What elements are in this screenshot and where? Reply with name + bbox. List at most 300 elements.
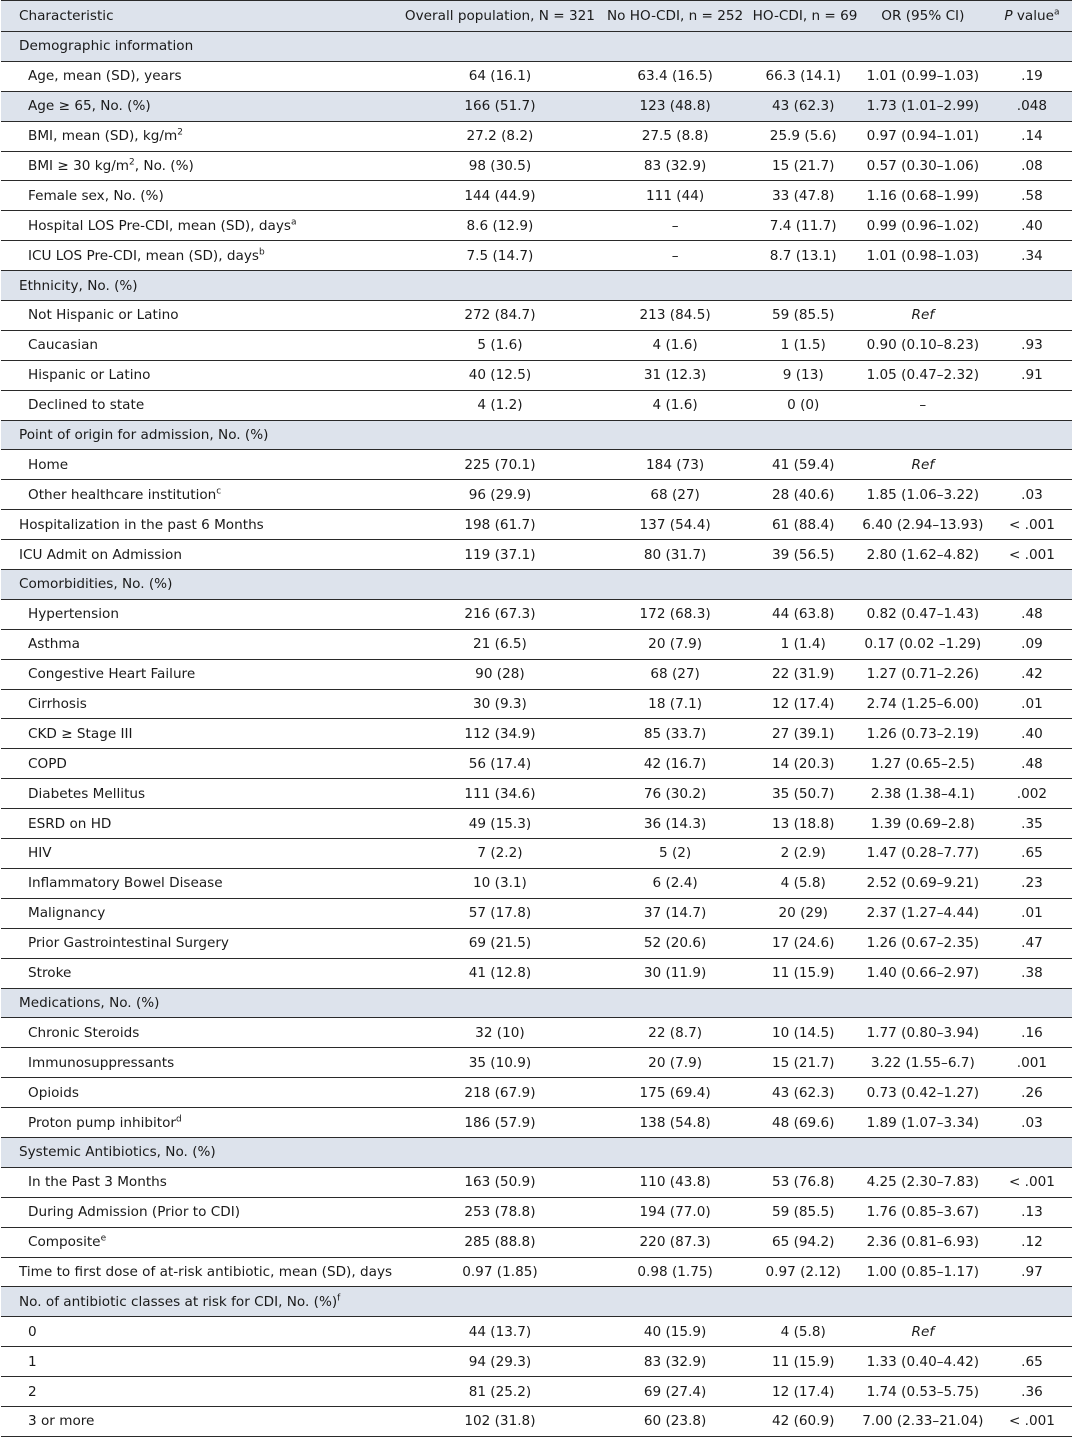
cell-p-value: .23 bbox=[1021, 875, 1043, 892]
characteristic-text: Caucasian bbox=[28, 337, 99, 354]
characteristic-text: CKD ≥ Stage III bbox=[28, 725, 133, 742]
cell-hocdi: 41 (59.4) bbox=[771, 456, 835, 473]
cell-characteristic bbox=[1, 241, 402, 271]
cell-no-hocdi: 175 (69.4) bbox=[639, 1084, 711, 1101]
cell-or: 1.26 (0.67–2.35) bbox=[866, 935, 980, 952]
cell-or: 1.47 (0.28–7.77) bbox=[866, 845, 980, 862]
category-text: Ethnicity, No. (%) bbox=[19, 277, 138, 294]
cell-hocdi: 28 (40.6) bbox=[771, 486, 835, 503]
cell-p-value: .58 bbox=[1021, 187, 1043, 204]
cell-overall: 7.5 (14.7) bbox=[466, 247, 534, 264]
cell-or: 1.27 (0.71–2.26) bbox=[866, 666, 980, 683]
cell-overall: 94 (29.3) bbox=[468, 1353, 532, 1370]
table-row bbox=[1, 839, 1072, 869]
cell-characteristic bbox=[1, 659, 402, 689]
table-row bbox=[1, 1078, 1072, 1108]
cell-overall: 285 (88.8) bbox=[464, 1234, 536, 1251]
table-body bbox=[1, 32, 1072, 1437]
table-row bbox=[1, 1197, 1072, 1227]
characteristic-text: 1 bbox=[28, 1353, 37, 1370]
category-row bbox=[1, 1137, 1072, 1167]
category-row bbox=[1, 271, 1072, 301]
table-row bbox=[1, 330, 1072, 360]
cell-or: 0.17 (0.02 –1.29) bbox=[864, 636, 982, 653]
cell-overall: 32 (10) bbox=[475, 1024, 525, 1041]
cell-no-hocdi: – bbox=[671, 247, 679, 264]
cell-p-value: .38 bbox=[1021, 965, 1043, 982]
cell-p-value: .002 bbox=[1016, 785, 1048, 802]
table-row bbox=[1, 450, 1072, 480]
cell-or: 1.77 (0.80–3.94) bbox=[866, 1024, 980, 1041]
cell-characteristic bbox=[1, 689, 402, 719]
cell-characteristic bbox=[1, 839, 402, 869]
cell-overall: 27.2 (8.2) bbox=[466, 128, 534, 145]
characteristic-text: ICU Admit on Admission bbox=[19, 546, 182, 563]
characteristic-text: Diabetes Mellitus bbox=[28, 785, 146, 802]
category-text: No. of antibiotic classes at risk for CDI, No. (%) bbox=[19, 1293, 338, 1310]
table-row bbox=[1, 301, 1072, 331]
table-row bbox=[1, 1317, 1072, 1347]
cell-no-hocdi: 37 (14.7) bbox=[643, 905, 707, 922]
footnote-marker: 2 bbox=[177, 127, 183, 138]
cell-no-hocdi: 30 (11.9) bbox=[643, 965, 707, 982]
characteristic-text: In the Past 3 Months bbox=[28, 1174, 167, 1191]
characteristic-text: Hispanic or Latino bbox=[28, 367, 151, 384]
cell-characteristic bbox=[1, 211, 402, 241]
cell-overall: 21 (6.5) bbox=[473, 636, 527, 653]
cell-p-value: .40 bbox=[1021, 725, 1043, 742]
cell-no-hocdi: 213 (84.5) bbox=[639, 307, 711, 324]
characteristic-text: Declined to state bbox=[28, 397, 145, 414]
cell-or: 7.00 (2.33–21.04) bbox=[862, 1413, 984, 1430]
table-row bbox=[1, 1406, 1072, 1436]
cell-or: 1.33 (0.40–4.42) bbox=[866, 1353, 980, 1370]
cell-hocdi: 14 (20.3) bbox=[771, 755, 835, 772]
cell-characteristic bbox=[1, 1317, 402, 1347]
table-row bbox=[1, 121, 1072, 151]
cell-no-hocdi: 220 (87.3) bbox=[639, 1234, 711, 1251]
cell-characteristic bbox=[1, 868, 402, 898]
header-characteristic: Characteristic bbox=[1, 1, 402, 32]
cell-hocdi: 1 (1.4) bbox=[780, 636, 826, 653]
cell-p-value: .93 bbox=[1021, 337, 1043, 354]
cell-overall: 218 (67.9) bbox=[464, 1084, 536, 1101]
cell-no-hocdi: 63.4 (16.5) bbox=[637, 68, 713, 85]
cell-hocdi: 0.97 (2.12) bbox=[765, 1263, 841, 1280]
cell-or: Ref bbox=[911, 1323, 935, 1340]
cell-overall: 57 (17.8) bbox=[468, 905, 532, 922]
cell-or: 1.01 (0.99–1.03) bbox=[866, 68, 980, 85]
characteristic-text-suffix: , No. (%) bbox=[134, 158, 194, 174]
category-label bbox=[1, 32, 1072, 62]
cell-characteristic bbox=[1, 540, 402, 570]
category-label bbox=[1, 1287, 1072, 1317]
characteristic-text: Not Hispanic or Latino bbox=[28, 307, 179, 324]
table-row bbox=[1, 151, 1072, 181]
cell-p-value: .42 bbox=[1021, 666, 1043, 683]
cell-overall: 253 (78.8) bbox=[464, 1204, 536, 1221]
cell-no-hocdi: 69 (27.4) bbox=[643, 1383, 707, 1400]
table-row bbox=[1, 898, 1072, 928]
cell-characteristic bbox=[1, 61, 402, 91]
cell-characteristic bbox=[1, 1257, 402, 1287]
category-row bbox=[1, 32, 1072, 62]
table-row bbox=[1, 868, 1072, 898]
cell-hocdi: 39 (56.5) bbox=[771, 546, 835, 563]
cell-no-hocdi: 60 (23.8) bbox=[643, 1413, 707, 1430]
cell-p-value: .65 bbox=[1021, 845, 1043, 862]
cell-characteristic bbox=[1, 450, 402, 480]
cell-overall: 0.97 (1.85) bbox=[462, 1263, 538, 1280]
cell-or: 1.89 (1.07–3.34) bbox=[866, 1114, 980, 1131]
cell-overall: 69 (21.5) bbox=[468, 935, 532, 952]
cell-overall: 7 (2.2) bbox=[477, 845, 523, 862]
cell-or: – bbox=[919, 397, 927, 414]
table-row bbox=[1, 719, 1072, 749]
header-p-value bbox=[992, 1, 1072, 32]
characteristic-text: 2 bbox=[28, 1383, 37, 1400]
cell-characteristic bbox=[1, 1406, 402, 1436]
header-p-footnote: a bbox=[1054, 7, 1060, 18]
cell-p-value: .01 bbox=[1021, 905, 1043, 922]
cell-no-hocdi: 83 (32.9) bbox=[643, 1353, 707, 1370]
cell-no-hocdi: 68 (27) bbox=[650, 666, 700, 683]
characteristic-text: Prior Gastrointestinal Surgery bbox=[28, 935, 229, 952]
cell-no-hocdi: 27.5 (8.8) bbox=[641, 128, 709, 145]
characteristic-text: Female sex, No. (%) bbox=[28, 187, 164, 204]
footnote-marker: 2 bbox=[129, 157, 135, 168]
cell-overall: 186 (57.9) bbox=[464, 1114, 536, 1131]
header-p-letter: P bbox=[1004, 8, 1013, 24]
characteristic-text: Immunosuppressants bbox=[28, 1054, 175, 1071]
cell-characteristic bbox=[1, 1197, 402, 1227]
cell-overall: 44 (13.7) bbox=[468, 1323, 532, 1340]
cell-hocdi: 42 (60.9) bbox=[771, 1413, 835, 1430]
cell-p-value: .09 bbox=[1021, 636, 1043, 653]
cell-or: 2.37 (1.27–4.44) bbox=[866, 905, 980, 922]
cell-or: 6.40 (2.94–13.93) bbox=[862, 516, 984, 533]
cell-no-hocdi: 138 (54.8) bbox=[639, 1114, 711, 1131]
cell-characteristic bbox=[1, 1347, 402, 1377]
cell-no-hocdi: 6 (2.4) bbox=[652, 875, 698, 892]
cell-or: 1.26 (0.73–2.19) bbox=[866, 725, 980, 742]
cell-p-value: .65 bbox=[1021, 1353, 1043, 1370]
cell-p-value: .48 bbox=[1021, 606, 1043, 623]
cell-hocdi: 0 (0) bbox=[787, 397, 820, 414]
cell-no-hocdi: 110 (43.8) bbox=[639, 1174, 711, 1191]
cell-characteristic bbox=[1, 719, 402, 749]
cell-characteristic bbox=[1, 181, 402, 211]
cell-no-hocdi: 76 (30.2) bbox=[643, 785, 707, 802]
cell-no-hocdi: 184 (73) bbox=[646, 456, 705, 473]
cell-hocdi: 11 (15.9) bbox=[771, 965, 835, 982]
cell-hocdi: 2 (2.9) bbox=[780, 845, 826, 862]
cell-or: 0.90 (0.10–8.23) bbox=[866, 337, 980, 354]
cell-p-value bbox=[992, 390, 1072, 420]
cell-hocdi: 53 (76.8) bbox=[771, 1174, 835, 1191]
cell-no-hocdi: 31 (12.3) bbox=[643, 367, 707, 384]
cell-p-value: .13 bbox=[1021, 1204, 1043, 1221]
cell-no-hocdi: 83 (32.9) bbox=[643, 158, 707, 174]
cell-hocdi: 43 (62.3) bbox=[771, 1084, 835, 1101]
cell-overall: 96 (29.9) bbox=[468, 486, 532, 503]
table-row bbox=[1, 659, 1072, 689]
cell-no-hocdi: 18 (7.1) bbox=[648, 696, 703, 713]
cell-p-value: < .001 bbox=[1008, 1174, 1055, 1191]
cell-hocdi: 65 (94.2) bbox=[771, 1234, 835, 1251]
header-or: OR (95% CI) bbox=[854, 1, 992, 32]
category-text: Comorbidities, No. (%) bbox=[19, 576, 173, 593]
cell-or: Ref bbox=[911, 456, 935, 473]
table-row bbox=[1, 390, 1072, 420]
table-row bbox=[1, 809, 1072, 839]
cell-characteristic bbox=[1, 1078, 402, 1108]
table-row bbox=[1, 1377, 1072, 1407]
cell-p-value: .03 bbox=[1021, 486, 1043, 503]
footnote-marker: a bbox=[290, 217, 297, 228]
cell-or: 2.80 (1.62–4.82) bbox=[866, 546, 980, 563]
cell-p-value: .48 bbox=[1021, 755, 1043, 772]
cell-p-value: .12 bbox=[1021, 1234, 1043, 1251]
table-row bbox=[1, 510, 1072, 540]
cell-characteristic bbox=[1, 330, 402, 360]
cell-p-value bbox=[992, 1317, 1072, 1347]
characteristic-text: 3 or more bbox=[28, 1413, 95, 1430]
cell-no-hocdi: – bbox=[671, 217, 679, 234]
category-text: Demographic information bbox=[19, 38, 194, 55]
cell-characteristic bbox=[1, 510, 402, 540]
cell-characteristic bbox=[1, 1167, 402, 1197]
cell-hocdi: 11 (15.9) bbox=[771, 1353, 835, 1370]
footnote-marker: f bbox=[337, 1293, 341, 1304]
cell-or: 2.74 (1.25–6.00) bbox=[866, 696, 980, 713]
cell-overall: 166 (51.7) bbox=[464, 98, 536, 115]
cell-hocdi: 12 (17.4) bbox=[771, 1383, 835, 1400]
cell-overall: 111 (34.6) bbox=[464, 785, 536, 802]
cell-overall: 10 (3.1) bbox=[473, 875, 527, 892]
cell-or: 1.01 (0.98–1.03) bbox=[866, 247, 980, 264]
cell-hocdi: 61 (88.4) bbox=[771, 516, 835, 533]
cell-no-hocdi: 111 (44) bbox=[646, 187, 705, 204]
header-no-hocdi: No HO-CDI, n = 252 bbox=[598, 1, 753, 32]
cell-characteristic bbox=[1, 1018, 402, 1048]
footnote-marker: e bbox=[100, 1233, 107, 1244]
cell-overall: 49 (15.3) bbox=[468, 815, 532, 832]
cell-no-hocdi: 4 (1.6) bbox=[652, 397, 698, 414]
category-label bbox=[1, 420, 1072, 450]
cell-hocdi: 59 (85.5) bbox=[771, 1204, 835, 1221]
cell-characteristic bbox=[1, 480, 402, 510]
cell-characteristic bbox=[1, 779, 402, 809]
cell-hocdi: 13 (18.8) bbox=[771, 815, 835, 832]
characteristic-text: Congestive Heart Failure bbox=[28, 666, 196, 683]
cell-hocdi: 4 (5.8) bbox=[780, 1323, 826, 1340]
cell-p-value: < .001 bbox=[1008, 546, 1055, 563]
table-row bbox=[1, 1347, 1072, 1377]
characteristic-text: ICU LOS Pre-CDI, mean (SD), days bbox=[28, 247, 259, 264]
table-row bbox=[1, 1048, 1072, 1078]
cell-hocdi: 25.9 (5.6) bbox=[769, 128, 837, 145]
cell-hocdi: 33 (47.8) bbox=[771, 187, 835, 204]
table-row bbox=[1, 749, 1072, 779]
cell-characteristic bbox=[1, 121, 402, 151]
table-row bbox=[1, 480, 1072, 510]
cell-no-hocdi: 0.98 (1.75) bbox=[637, 1263, 713, 1280]
table-row bbox=[1, 599, 1072, 629]
table-header-row bbox=[1, 1, 1072, 32]
cell-overall: 35 (10.9) bbox=[468, 1054, 532, 1071]
cell-p-value: .91 bbox=[1021, 367, 1043, 384]
table-row bbox=[1, 241, 1072, 271]
category-row bbox=[1, 988, 1072, 1018]
characteristic-text: Inflammatory Bowel Disease bbox=[28, 875, 223, 892]
cell-hocdi: 43 (62.3) bbox=[771, 98, 835, 115]
cell-overall: 56 (17.4) bbox=[468, 755, 532, 772]
cell-no-hocdi: 123 (48.8) bbox=[639, 98, 711, 115]
footnote-marker: c bbox=[216, 486, 222, 497]
cell-no-hocdi: 40 (15.9) bbox=[643, 1323, 707, 1340]
category-label bbox=[1, 1137, 1072, 1167]
cell-hocdi: 4 (5.8) bbox=[780, 875, 826, 892]
cell-p-value: .001 bbox=[1016, 1054, 1048, 1071]
cell-characteristic bbox=[1, 928, 402, 958]
cell-p-value: .34 bbox=[1021, 247, 1043, 264]
cell-no-hocdi: 42 (16.7) bbox=[643, 755, 707, 772]
characteristic-text: Hospitalization in the past 6 Months bbox=[19, 516, 264, 533]
cell-hocdi: 8.7 (13.1) bbox=[769, 247, 837, 264]
characteristic-text: ESRD on HD bbox=[28, 815, 112, 832]
cell-characteristic bbox=[1, 629, 402, 659]
characteristic-text: BMI, mean (SD), kg/m bbox=[28, 128, 178, 145]
cell-or: 0.99 (0.96–1.02) bbox=[866, 217, 980, 234]
table-row bbox=[1, 1167, 1072, 1197]
category-row bbox=[1, 570, 1072, 600]
cell-characteristic bbox=[1, 1048, 402, 1078]
cell-characteristic bbox=[1, 599, 402, 629]
cell-overall: 30 (9.3) bbox=[473, 696, 527, 713]
characteristic-text: COPD bbox=[28, 755, 67, 772]
cell-p-value: .35 bbox=[1021, 815, 1043, 832]
cell-hocdi: 7.4 (11.7) bbox=[769, 217, 837, 234]
characteristic-text: Proton pump inhibitor bbox=[28, 1114, 177, 1131]
category-text: Point of origin for admission, No. (%) bbox=[19, 427, 269, 444]
cell-overall: 98 (30.5) bbox=[468, 158, 532, 174]
cell-or: 1.05 (0.47–2.32) bbox=[866, 367, 980, 384]
table-row bbox=[1, 629, 1072, 659]
cell-p-value: .97 bbox=[1021, 1263, 1043, 1280]
cell-hocdi: 35 (50.7) bbox=[771, 785, 835, 802]
cell-p-value: .19 bbox=[1021, 68, 1043, 85]
cell-overall: 81 (25.2) bbox=[468, 1383, 532, 1400]
characteristic-text: Time to first dose of at-risk antibiotic, mean (SD), days bbox=[19, 1263, 393, 1280]
table-row bbox=[1, 61, 1072, 91]
cell-p-value: .16 bbox=[1021, 1024, 1043, 1041]
cell-characteristic bbox=[1, 898, 402, 928]
cell-no-hocdi: 80 (31.7) bbox=[643, 546, 707, 563]
cell-or: 3.22 (1.55–6.7) bbox=[870, 1054, 975, 1071]
characteristic-text: Chronic Steroids bbox=[28, 1024, 140, 1041]
category-label bbox=[1, 570, 1072, 600]
characteristic-text: Stroke bbox=[28, 965, 72, 982]
cell-no-hocdi: 5 (2) bbox=[658, 845, 692, 862]
cell-p-value: .26 bbox=[1021, 1084, 1043, 1101]
cell-or: 1.76 (0.85–3.67) bbox=[866, 1204, 980, 1221]
footnote-marker: d bbox=[176, 1113, 182, 1124]
cell-characteristic bbox=[1, 1377, 402, 1407]
characteristic-text: During Admission (Prior to CDI) bbox=[28, 1204, 241, 1221]
table-row bbox=[1, 779, 1072, 809]
category-row bbox=[1, 1287, 1072, 1317]
cell-or: 1.16 (0.68–1.99) bbox=[866, 187, 980, 204]
cell-characteristic bbox=[1, 1108, 402, 1138]
category-row bbox=[1, 420, 1072, 450]
characteristic-text: HIV bbox=[28, 845, 52, 862]
characteristic-text: BMI ≥ 30 kg/m bbox=[28, 158, 130, 174]
cell-overall: 8.6 (12.9) bbox=[466, 217, 534, 234]
cell-overall: 272 (84.7) bbox=[464, 307, 536, 324]
table-row bbox=[1, 928, 1072, 958]
cell-overall: 4 (1.2) bbox=[477, 397, 523, 414]
cell-overall: 102 (31.8) bbox=[464, 1413, 536, 1430]
characteristic-text: Home bbox=[28, 456, 69, 473]
table-row bbox=[1, 958, 1072, 988]
cell-or: 1.73 (1.01–2.99) bbox=[866, 98, 980, 115]
cell-p-value: .40 bbox=[1021, 217, 1043, 234]
cell-p-value bbox=[992, 450, 1072, 480]
category-label bbox=[1, 271, 1072, 301]
cell-no-hocdi: 4 (1.6) bbox=[652, 337, 698, 354]
cell-or: 1.27 (0.65–2.5) bbox=[870, 755, 975, 772]
cell-p-value bbox=[992, 301, 1072, 331]
cell-p-value: < .001 bbox=[1008, 516, 1055, 533]
cell-no-hocdi: 22 (8.7) bbox=[648, 1024, 703, 1041]
cell-no-hocdi: 68 (27) bbox=[650, 486, 700, 503]
cell-overall: 41 (12.8) bbox=[468, 965, 532, 982]
cell-hocdi: 44 (63.8) bbox=[771, 606, 835, 623]
cell-overall: 225 (70.1) bbox=[464, 456, 536, 473]
characteristic-text: Asthma bbox=[28, 636, 80, 653]
cell-no-hocdi: 52 (20.6) bbox=[643, 935, 707, 952]
cell-or: 4.25 (2.30–7.83) bbox=[866, 1174, 980, 1191]
cell-or: 2.52 (0.69–9.21) bbox=[866, 875, 980, 892]
cell-overall: 5 (1.6) bbox=[477, 337, 523, 354]
characteristic-text: Opioids bbox=[28, 1084, 79, 1101]
characteristic-text: Hypertension bbox=[28, 606, 119, 623]
category-text: Medications, No. (%) bbox=[19, 994, 160, 1011]
table-row bbox=[1, 1257, 1072, 1287]
cell-characteristic bbox=[1, 958, 402, 988]
cell-or: 2.36 (0.81–6.93) bbox=[866, 1234, 980, 1251]
characteristic-text: Age ≥ 65, No. (%) bbox=[28, 98, 151, 115]
cell-or: 2.38 (1.38–4.1) bbox=[870, 785, 975, 802]
cell-hocdi: 9 (13) bbox=[782, 367, 824, 384]
cell-hocdi: 20 (29) bbox=[778, 905, 828, 922]
cell-hocdi: 1 (1.5) bbox=[780, 337, 826, 354]
cell-or: 1.85 (1.06–3.22) bbox=[866, 486, 980, 503]
cell-p-value: .36 bbox=[1021, 1383, 1043, 1400]
cell-overall: 112 (34.9) bbox=[464, 725, 536, 742]
cell-overall: 90 (28) bbox=[475, 666, 525, 683]
cell-no-hocdi: 194 (77.0) bbox=[639, 1204, 711, 1221]
cell-hocdi: 59 (85.5) bbox=[771, 307, 835, 324]
cell-no-hocdi: 36 (14.3) bbox=[643, 815, 707, 832]
cell-no-hocdi: 172 (68.3) bbox=[639, 606, 711, 623]
cell-hocdi: 12 (17.4) bbox=[771, 696, 835, 713]
header-p-word: value bbox=[1012, 8, 1055, 24]
characteristic-text: Malignancy bbox=[28, 905, 106, 922]
table-row bbox=[1, 1227, 1072, 1257]
cell-or: 0.73 (0.42–1.27) bbox=[866, 1084, 980, 1101]
